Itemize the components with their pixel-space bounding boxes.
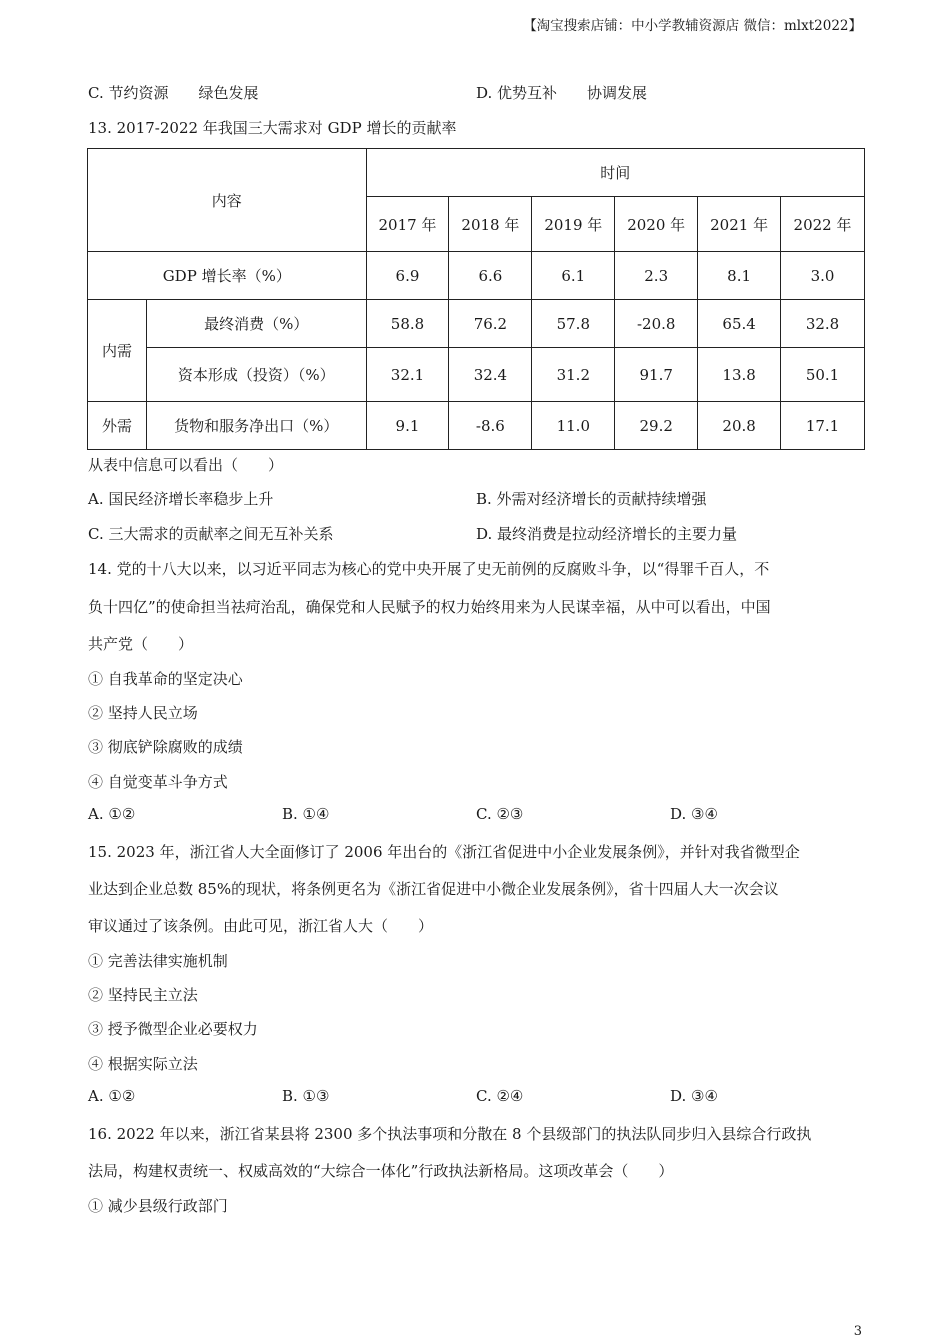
- table-cell: 6.1: [532, 252, 615, 300]
- table-cell: 6.6: [449, 252, 532, 300]
- external-demand-label: 外需: [88, 402, 147, 450]
- q16-line: 16. 2022 年以来，浙江省某县将 2300 多个执法事项和分散在 8 个县级部门的执法队同步归入县综合行政执: [88, 1125, 812, 1143]
- year-header: 2017 年: [366, 197, 449, 252]
- q15-item: ④ 根据实际立法: [88, 1055, 198, 1073]
- q13-stem: 从表中信息可以看出（ ）: [88, 456, 284, 474]
- q15-option-a: A. ①②: [88, 1087, 136, 1105]
- q14-item: ② 坚持人民立场: [88, 704, 198, 722]
- q14-option-b: B. ①④: [282, 805, 330, 823]
- q14-option-d: D. ③④: [670, 805, 718, 823]
- q16-line: 法局，构建权责统一、权威高效的“大综合一体化”行政执法新格局。这项改革会（ ）: [88, 1162, 674, 1180]
- year-header: 2018 年: [449, 197, 532, 252]
- investment-row-label: 资本形成（投资）（%）: [146, 348, 366, 402]
- q15-item: ③ 授予微型企业必要权力: [88, 1020, 258, 1038]
- table-cell: 32.1: [366, 348, 449, 402]
- q15-line: 15. 2023 年，浙江省人大全面修订了 2006 年出台的《浙江省促进中小企业发展条例》，并针对我省微型企: [88, 843, 800, 861]
- domestic-demand-label: 内需: [88, 300, 147, 402]
- content-header: 内容: [88, 149, 367, 252]
- q14-item: ① 自我革命的坚定决心: [88, 670, 243, 688]
- table-cell: -8.6: [449, 402, 532, 450]
- q12-option-d: D. 优势互补 协调发展: [476, 84, 648, 102]
- q14-line: 14. 党的十八大以来，以习近平同志为核心的党中央开展了史无前例的反腐败斗争，以“得罪千百人，不: [88, 560, 770, 578]
- table-cell: 65.4: [698, 300, 781, 348]
- q15-option-c: C. ②④: [476, 1087, 524, 1105]
- year-header: 2020 年: [615, 197, 698, 252]
- q15-line: 审议通过了该条例。由此可见，浙江省人大（ ）: [88, 917, 434, 935]
- net-export-row-label: 货物和服务净出口（%）: [146, 402, 366, 450]
- table-cell: 6.9: [366, 252, 449, 300]
- q12-option-c: C. 节约资源 绿色发展: [88, 84, 259, 102]
- gdp-row-label: GDP 增长率（%）: [88, 252, 367, 300]
- year-header: 2022 年: [781, 197, 865, 252]
- table-cell: 2.3: [615, 252, 698, 300]
- table-cell: -20.8: [615, 300, 698, 348]
- table-cell: 9.1: [366, 402, 449, 450]
- q14-item: ④ 自觉变革斗争方式: [88, 773, 228, 791]
- q14-line: 共产党（ ）: [88, 635, 194, 653]
- table-cell: 50.1: [781, 348, 865, 402]
- q15-option-b: B. ①③: [282, 1087, 330, 1105]
- table-cell: 57.8: [532, 300, 615, 348]
- page-number: 3: [853, 1324, 862, 1339]
- q13-option-c: C. 三大需求的贡献率之间无互补关系: [88, 525, 334, 543]
- table-cell: 8.1: [698, 252, 781, 300]
- q15-item: ① 完善法律实施机制: [88, 952, 228, 970]
- table-cell: 32.4: [449, 348, 532, 402]
- table-cell: 58.8: [366, 300, 449, 348]
- table-cell: 32.8: [781, 300, 865, 348]
- table-cell: 29.2: [615, 402, 698, 450]
- q13-option-a: A. 国民经济增长率稳步上升: [88, 490, 274, 508]
- q15-line: 业达到企业总数 85%的现状，将条例更名为《浙江省促进中小微企业发展条例》，省十四届人大一次会议: [88, 880, 779, 898]
- consumption-row-label: 最终消费（%）: [146, 300, 366, 348]
- time-header: 时间: [366, 149, 864, 197]
- q13-option-d: D. 最终消费是拉动经济增长的主要力量: [476, 525, 738, 543]
- year-header: 2021 年: [698, 197, 781, 252]
- table-cell: 13.8: [698, 348, 781, 402]
- q15-option-d: D. ③④: [670, 1087, 718, 1105]
- table-cell: 20.8: [698, 402, 781, 450]
- year-header: 2019 年: [532, 197, 615, 252]
- q15-item: ② 坚持民主立法: [88, 986, 198, 1004]
- table-cell: 31.2: [532, 348, 615, 402]
- table-cell: 11.0: [532, 402, 615, 450]
- q14-option-c: C. ②③: [476, 805, 524, 823]
- table-cell: 76.2: [449, 300, 532, 348]
- q14-option-a: A. ①②: [88, 805, 136, 823]
- page-header: 【淘宝搜索店铺：中小学教辅资源店 微信：mlxt2022】: [523, 18, 862, 34]
- q14-line: 负十四亿”的使命担当祛疴治乱，确保党和人民赋予的权力始终用来为人民谋幸福，从中可以看出，中国: [88, 598, 771, 616]
- q13-title: 13. 2017-2022 年我国三大需求对 GDP 增长的贡献率: [88, 119, 457, 137]
- q13-option-b: B. 外需对经济增长的贡献持续增强: [476, 490, 707, 508]
- table-cell: 3.0: [781, 252, 865, 300]
- q14-item: ③ 彻底铲除腐败的成绩: [88, 738, 243, 756]
- q16-item: ① 减少县级行政部门: [88, 1197, 228, 1215]
- table-cell: 91.7: [615, 348, 698, 402]
- table-cell: 17.1: [781, 402, 865, 450]
- gdp-contribution-table: [87, 148, 865, 450]
